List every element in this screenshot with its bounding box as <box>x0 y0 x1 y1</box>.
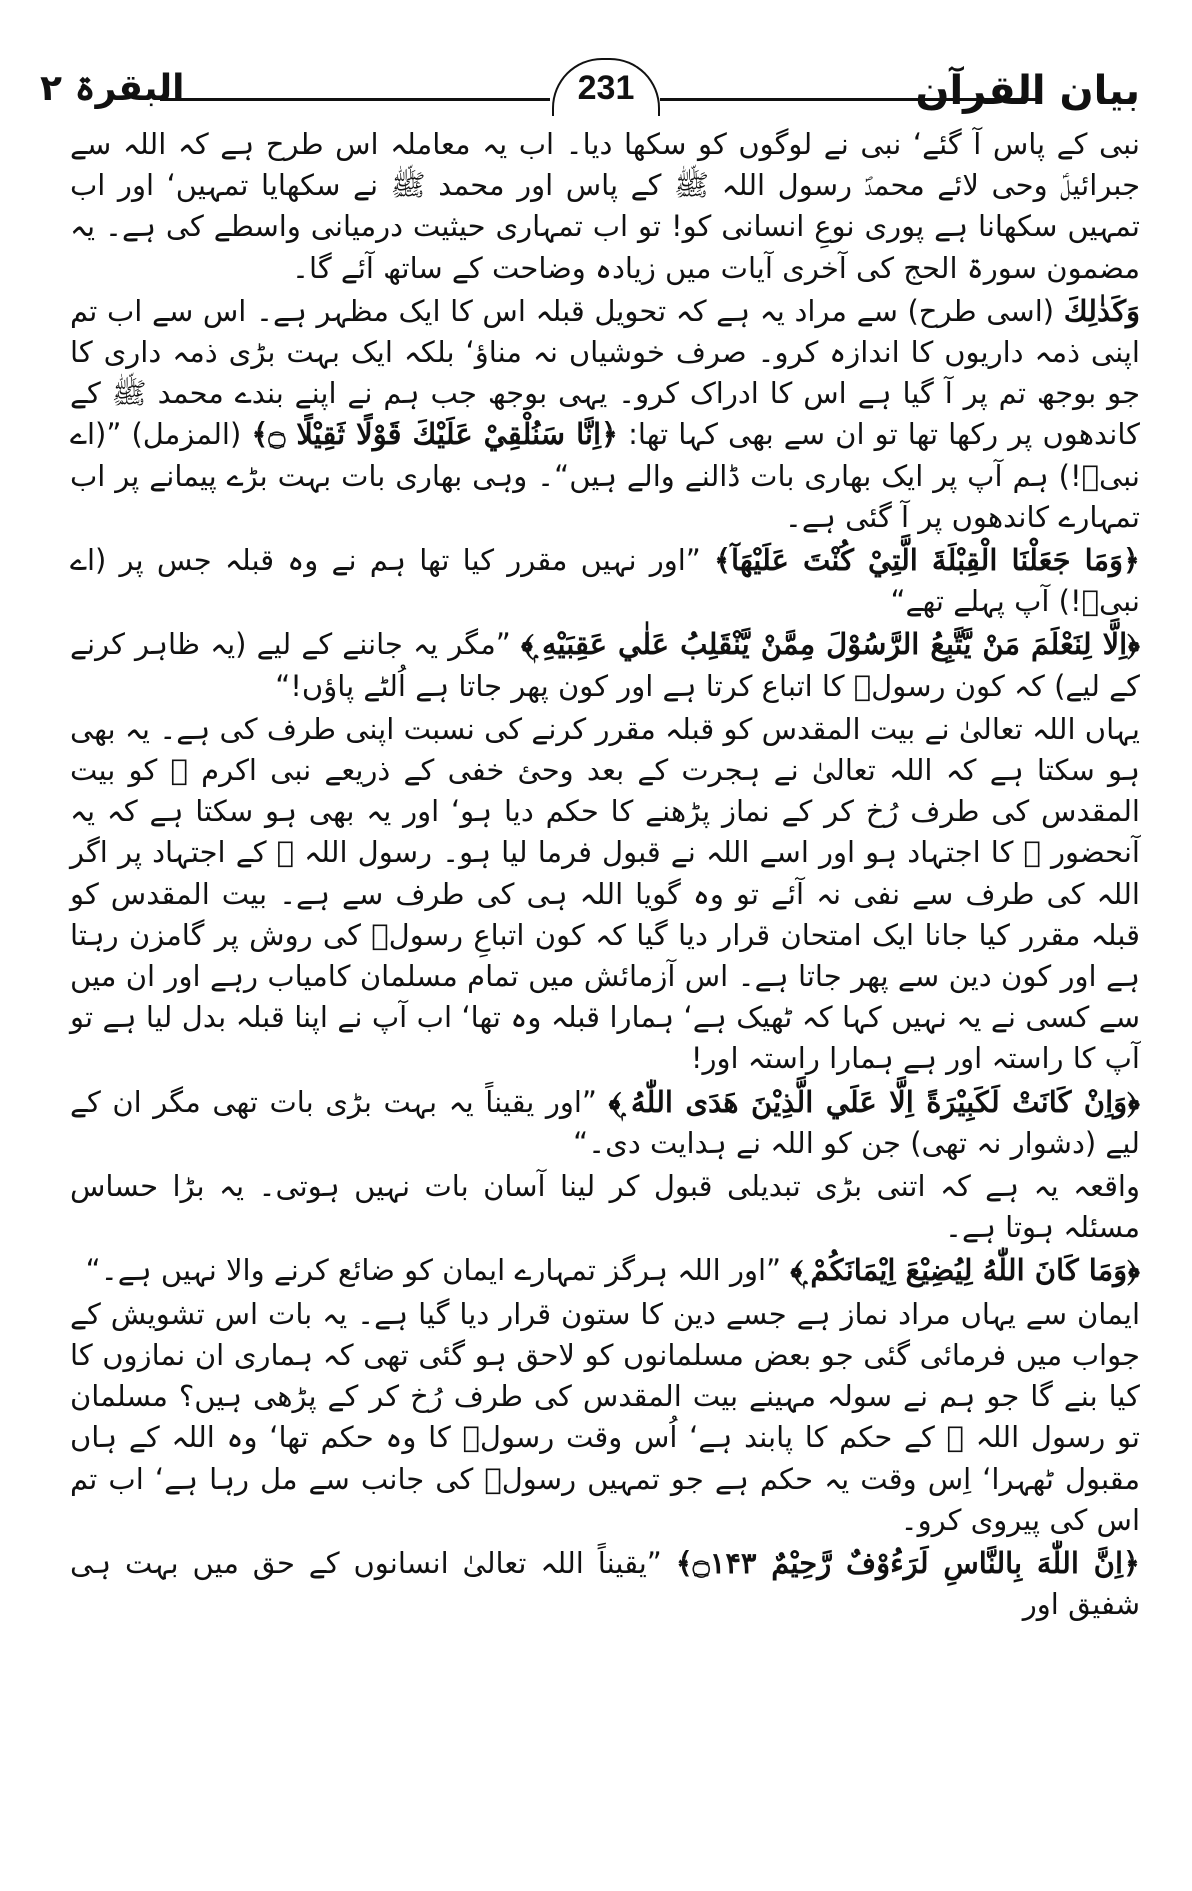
paragraph <box>70 1250 1140 1291</box>
quranic-verse: ﴿وَمَا كَانَ اللّٰهُ لِيُضِيْعَ اِيْمَانَكُمْ ۭ﴾ <box>790 1253 1140 1288</box>
paragraph <box>70 291 1140 538</box>
header-rule-left <box>160 98 550 101</box>
paragraph <box>70 540 1140 622</box>
translation-text: ”اور نہیں مقرر کیا تھا ہم نے وہ قبلہ جس پر (اے نبیؐ!) آپ پہلے تھے“ <box>70 543 1140 619</box>
quranic-verse: ﴿وَاِنْ كَانَتْ لَكَبِيْرَةً اِلَّا عَلَي الَّذِيْنَ هَدَى اللّٰهُ ۭ﴾ <box>608 1084 1140 1119</box>
paragraph <box>70 709 1140 1080</box>
translation-text: ”اور اللہ ہرگز تمہارے ایمان کو ضائع کرنے والا نہیں ہے۔“ <box>85 1253 782 1288</box>
paragraph <box>70 1082 1140 1164</box>
paragraph-text: (اسی طرح) سے مراد یہ ہے کہ تحویل قبلہ اس کا ایک مظہر ہے۔ اس سے اب تم اپنی ذمہ داریوں کا اندازہ کرو۔ صرف خوشیاں نہ مناؤ‘ بلکہ ایک بہت بڑی ذمہ داری کا جو بوجھ تم پر آ گیا ہے اس کا ادراک کرو۔ یہی بوجھ جب ہم نے اپنے بندے محمد ﷺ کے کاندھوں پر رکھا تھا تو ان سے بھی کہا تھا: <box>70 293 1140 452</box>
paragraph-text: یہاں اللہ تعالیٰ نے بیت المقدس کو قبلہ مقرر کرنے کی نسبت اپنی طرف کی ہے۔ یہ بھی ہو سکتا ہے کہ اللہ تعالیٰ نے ہجرت کے بعد وحئ خفی کے ذریعے نبی اکرم ﷺ کو بیت المقدس کی طرف رُخ کر کے نماز پڑھنے کا حکم دیا ہو‘ اور یہ بھی ہو سکتا ہے کہ یہ آنحضور ﷺ کا اجتہاد ہو اور اسے اللہ نے قبول فرما لیا ہو۔ رسول اللہ ﷺ کے اجتہاد پر اگر اللہ کی طرف سے نفی نہ آئے تو وہ گویا اللہ ہی کی طرف سے ہے۔ بیت المقدس کو قبلہ مقرر کیا جانا ایک امتحان قرار دیا گیا کہ کون اتباعِ رسولؐ کی روش پر گامزن رہتا ہے اور کون دین سے پھر جاتا ہے۔ اس آزمائش میں تمام مسلمان کامیاب رہے اور ان میں سے کسی نے یہ نہیں کہا کہ ٹھیک ہے‘ ہمارا قبلہ وہ تھا‘ اب آپ نے اپنا قبلہ بدل لیا ہے تو آپ کا راستہ اور ہے ہمارا راستہ اور! <box>70 711 1140 1076</box>
paragraph <box>70 124 1140 289</box>
paragraph <box>70 624 1140 706</box>
page-header <box>40 54 1140 124</box>
translation-text: ”یقیناً اللہ تعالیٰ انسانوں کے حق میں بہت ہی شفیق اور <box>70 1545 1140 1622</box>
paragraph-text: واقعہ یہ ہے کہ اتنی بڑی تبدیلی قبول کر لینا آسان بات نہیں ہوتی۔ یہ بڑا حساس مسئلہ ہوتا ہے۔ <box>70 1169 1140 1245</box>
quranic-verse: ﴿اِنَّ اللّٰهَ بِالنَّاسِ لَرَءُوْفٌ رَّحِيْمٌ ۝۱۴۳﴾ <box>675 1545 1141 1580</box>
book-title: بیان القرآن <box>915 68 1140 114</box>
quranic-verse: ﴿وَمَا جَعَلْنَا الْقِبْلَةَ الَّتِيْ كُنْتَ عَلَيْهَآ﴾ <box>714 543 1140 578</box>
translation-text: ”مگر یہ جاننے کے لیے (یہ ظاہر کرنے کے لیے) کہ کون رسولؐ کا اتباع کرتا ہے اور کون پھر جاتا ہے اُلٹے پاؤں!“ <box>70 627 1140 703</box>
page-body <box>70 124 1140 1627</box>
quranic-word: وَكَذٰلِكَ <box>1063 293 1141 328</box>
translation-text: ”اور یقیناً یہ بہت بڑی بات تھی مگر ان کے لیے (دشوار نہ تھی) جن کو اللہ نے ہدایت دی۔“ <box>70 1084 1140 1160</box>
surah-title: البقرۃ ۲ <box>40 68 185 109</box>
paragraph-text: (المزمل) ”(اے نبیؐ!) ہم آپ پر ایک بھاری بات ڈالنے والے ہیں“۔ وہی بھاری بات بہت بڑے پیمانے پر اب تمہارے کاندھوں پر آ گئی ہے۔ <box>70 417 1140 534</box>
paragraph-text: نبی کے پاس آ گئے‘ نبی نے لوگوں کو سکھا دیا۔ اب یہ معاملہ اس طرح ہے کہ اللہ سے جبرائیلؑ وحی لائے محمدؐ رسول اللہ ﷺ کے پاس اور محمد ﷺ نے سکھایا تمہیں‘ اور اب تمہیں سکھانا ہے پوری نوعِ انسانی کو! تو اب تمہاری حیثیت درمیانی واسطے کی ہے۔ یہ مضمون سورۃ الحج کی آخری آیات میں زیادہ وضاحت کے ساتھ آئے گا۔ <box>70 127 1140 285</box>
paragraph <box>70 1543 1140 1625</box>
paragraph <box>70 1294 1140 1541</box>
paragraph-text: ایمان سے یہاں مراد نماز ہے جسے دین کا ستون قرار دیا گیا ہے۔ یہ بات اس تشویش کے جواب میں فرمائی گئی جو بعض مسلمانوں کو لاحق ہو گئی تھی کہ ہماری ان نمازوں کا کیا بنے گا جو ہم نے سولہ مہینے بیت المقدس کی طرف رُخ کر کے پڑھی ہیں؟ مسلمان تو رسول اللہ ﷺ کے حکم کا پابند ہے‘ اُس وقت رسولؐ کا وہ حکم تھا‘ وہ اللہ کے ہاں مقبول ٹھہرا‘ اِس وقت یہ حکم ہے جو تمہیں رسولؐ کی جانب سے مل رہا ہے‘ اب تم اس کی پیروی کرو۔ <box>70 1296 1140 1537</box>
quranic-verse: ﴿اِلَّا لِنَعْلَمَ مَنْ يَّتَّبِعُ الرَّسُوْلَ مِمَّنْ يَّنْقَلِبُ عَلٰي عَقِبَيْهِ ۭ﴾ <box>520 627 1141 662</box>
paragraph <box>70 1166 1140 1248</box>
page-number: 231 <box>552 58 660 116</box>
quranic-verse: ﴿اِنَّا سَنُلْقِيْ عَلَيْكَ قَوْلًا ثَقِيْلًا ۝﴾ <box>251 417 619 452</box>
